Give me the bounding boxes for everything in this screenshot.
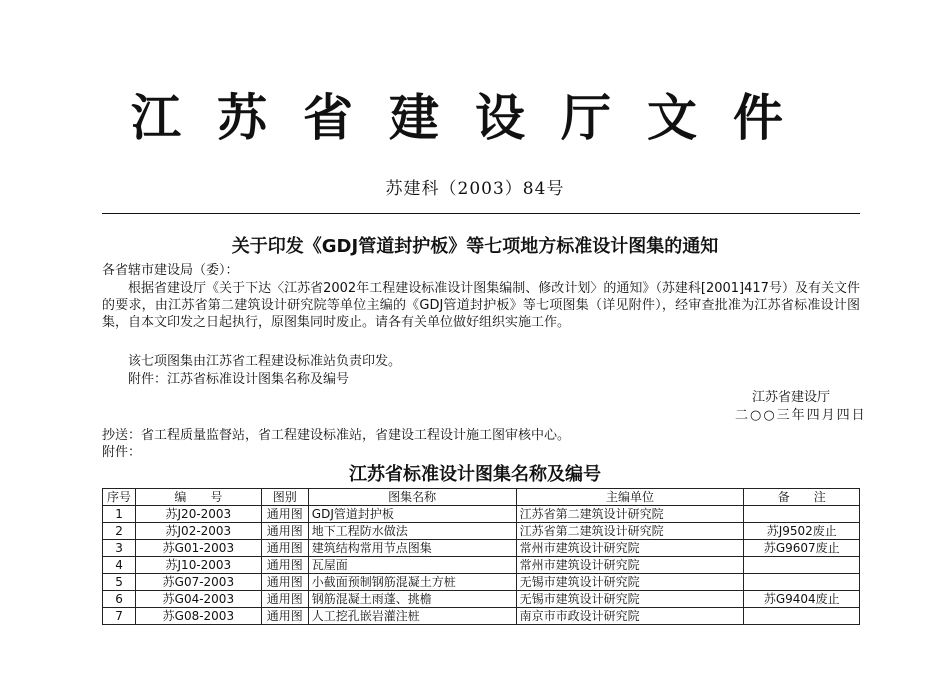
atlas-category: 通用图	[261, 506, 308, 523]
remark: 苏J9502废止	[744, 523, 860, 540]
table-header-row	[103, 489, 860, 506]
atlas-code: 苏G08-2003	[136, 608, 261, 625]
atlas-code: 苏G04-2003	[136, 591, 261, 608]
row-number: 5	[103, 574, 136, 591]
table-row	[103, 591, 860, 608]
atlas-name: GDJ管道封护板	[308, 506, 516, 523]
atlas-category: 通用图	[261, 540, 308, 557]
chief-editor-unit: 江苏省第二建筑设计研究院	[516, 506, 744, 523]
header-divider	[102, 213, 860, 214]
chief-editor-unit: 常州市建筑设计研究院	[516, 557, 744, 574]
atlas-code: 苏J02-2003	[136, 523, 261, 540]
row-number: 7	[103, 608, 136, 625]
notice-paragraph-2: 该七项图集由江苏省工程建设标准站负责印发。	[128, 354, 402, 369]
atlas-code: 苏J10-2003	[136, 557, 261, 574]
table-row	[103, 574, 860, 591]
atlas-name: 人工挖孔嵌岩灌注桩	[308, 608, 516, 625]
catalog-title: 江苏省标准设计图集名称及编号	[349, 464, 601, 485]
document-title: 江苏省建设厅文件	[131, 88, 819, 147]
atlas-name: 小截面预制钢筋混凝土方桩	[308, 574, 516, 591]
row-number: 6	[103, 591, 136, 608]
catalog-table	[102, 488, 860, 625]
atlas-category: 通用图	[261, 523, 308, 540]
cc-line: 抄送：省工程质量监督站，省工程建设标准站，省建设工程设计施工图审核中心。	[102, 428, 571, 443]
table-row	[103, 540, 860, 557]
chief-editor-unit: 南京市市政设计研究院	[516, 608, 744, 625]
atlas-code: 苏G07-2003	[136, 574, 261, 591]
notice-paragraph-1: 根据省建设厅《关于下达〈江苏省2002年工程建设标准设计图集编制、修改计划〉的通知》（苏建科[2001]417号）及有关文件的要求，由江苏省第二建筑设计研究院等单位主编的《GDJ管道封护板》等七项图集（详见附件），经审查批准为江苏省标准设计图集，自本文印发之日起执行，原图集同时废止。请各有关单位做好组织实施工作。	[102, 281, 860, 330]
atlas-code: 苏G01-2003	[136, 540, 261, 557]
table-row	[103, 557, 860, 574]
attachment-label: 附件：	[102, 445, 142, 460]
atlas-name: 钢筋混凝土雨蓬、挑檐	[308, 591, 516, 608]
atlas-category: 通用图	[261, 574, 308, 591]
salutation: 各省辖市建设局（委）：	[102, 263, 239, 278]
atlas-category: 通用图	[261, 591, 308, 608]
chief-editor-unit: 无锡市建筑设计研究院	[516, 591, 744, 608]
chief-editor-unit: 常州市建筑设计研究院	[516, 540, 744, 557]
row-number: 2	[103, 523, 136, 540]
remark: 苏G9607废止	[744, 540, 860, 557]
remark	[744, 574, 860, 591]
notice-title: 关于印发《GDJ管道封护板》等七项地方标准设计图集的通知	[231, 236, 719, 257]
row-number: 4	[103, 557, 136, 574]
table-row	[103, 506, 860, 523]
document-number: 苏建科（2003）84号	[385, 179, 565, 199]
header-cell: 主编单位	[516, 489, 744, 506]
table-row	[103, 523, 860, 540]
atlas-name: 地下工程防水做法	[308, 523, 516, 540]
row-number: 1	[103, 506, 136, 523]
header-cell: 图别	[261, 489, 308, 506]
remark	[744, 506, 860, 523]
atlas-code: 苏J20-2003	[136, 506, 261, 523]
header-cell: 图集名称	[308, 489, 516, 506]
atlas-name: 瓦屋面	[308, 557, 516, 574]
chief-editor-unit: 江苏省第二建筑设计研究院	[516, 523, 744, 540]
remark: 苏G9404废止	[744, 591, 860, 608]
atlas-category: 通用图	[261, 608, 308, 625]
atlas-name: 建筑结构常用节点图集	[308, 540, 516, 557]
remark	[744, 557, 860, 574]
header-cell: 备 注	[744, 489, 860, 506]
header-cell: 编 号	[136, 489, 261, 506]
issue-date: 二○○三年四月四日	[735, 408, 867, 423]
atlas-category: 通用图	[261, 557, 308, 574]
remark	[744, 608, 860, 625]
issuer: 江苏省建设厅	[752, 390, 831, 405]
header-cell: 序号	[103, 489, 136, 506]
table-row	[103, 608, 860, 625]
row-number: 3	[103, 540, 136, 557]
attachment-note: 附件：江苏省标准设计图集名称及编号	[128, 372, 350, 387]
chief-editor-unit: 无锡市建筑设计研究院	[516, 574, 744, 591]
